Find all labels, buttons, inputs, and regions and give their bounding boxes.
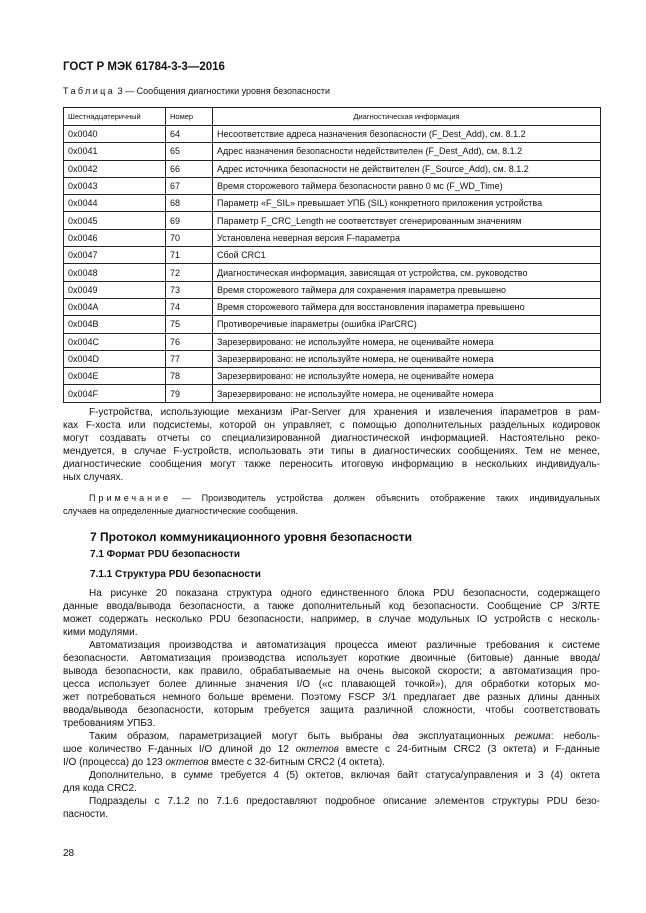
text-line: для кода CRC2.	[63, 783, 137, 794]
note-label: Примечание	[89, 493, 172, 503]
text-line: Таким образом, параметризацией могут быть выбраны два эксплуатационных режима: неболь-	[89, 731, 600, 742]
text-line: требованиям УПБ3.	[63, 718, 156, 729]
number-cell: 78	[166, 368, 213, 385]
info-cell: Параметр «F_SIL» превышает УПБ (SIL) конкретного приложения устройства	[213, 195, 601, 212]
hex-cell: 0x0049	[64, 281, 166, 298]
page-number: 28	[63, 848, 75, 859]
table-row	[64, 195, 601, 212]
paragraph	[63, 587, 600, 639]
hex-cell: 0x0043	[64, 177, 166, 194]
number-cell: 71	[166, 247, 213, 264]
number-cell: 74	[166, 298, 213, 315]
text-line: ввода/вывода безопасности, которым требуется защита различной сложности, чтобы соответствовать	[63, 705, 600, 716]
number-cell: 76	[166, 333, 213, 350]
table-row	[64, 385, 601, 402]
table-header-row	[64, 108, 601, 126]
info-cell: Параметр F_CRC_Length не соответствует сгенерированным значениям	[213, 212, 601, 229]
document-header: ГОСТ Р МЭК 61784-3-3—2016	[63, 61, 225, 73]
text-line: Дополнительно, в сумме требуется 4 (5) октетов, включая байт статуса/управления и 3 (4) октета	[89, 770, 600, 781]
hex-cell: 0x0045	[64, 212, 166, 229]
hex-cell: 0x0042	[64, 160, 166, 177]
info-cell: Время сторожевого таймера безопасности равно 0 мс (F_WD_Time)	[213, 177, 601, 194]
text-line: цесса использует более длинные значения I/O («с плавающей точкой»), для обработки которых мо-	[63, 679, 600, 690]
number-cell: 75	[166, 316, 213, 333]
info-cell: Противоречивые iпараметры (ошибка iParCRC)	[213, 316, 601, 333]
hex-cell: 0x0046	[64, 229, 166, 246]
text-line: На рисунке 20 показана структура одного единственного блока PDU безопасности, содержащего	[89, 588, 600, 599]
table-caption	[63, 86, 330, 96]
info-cell: Время сторожевого таймера для сохранения iпараметра превышено	[213, 281, 601, 298]
text-line: может содержать несколько PDU безопасности, например, в случае модульных IO устройств с несколь-	[63, 614, 600, 625]
text-line: Подразделы с 7.1.2 по 7.1.6 предоставляют подробное описание элементов структуры PDU безо-	[89, 796, 600, 807]
number-cell: 68	[166, 195, 213, 212]
text-line: Автоматизация производства и автоматизация процесса имеют различные требования к системе	[89, 640, 600, 651]
info-cell: Адрес назначения безопасности недействителен (F_Dest_Add), см. 8.1.2	[213, 143, 601, 160]
number-cell: 73	[166, 281, 213, 298]
text-line: мендуется, в случае F-устройств, использовать эти типы в диагностических сообщениях. Тем не менее,	[63, 446, 600, 457]
table-row	[64, 333, 601, 350]
table-row	[64, 160, 601, 177]
info-cell: Зарезервировано: не используйте номера, не оценивайте номера	[213, 350, 601, 367]
column-header-info: Диагностическая информация	[213, 108, 601, 126]
text-line: могут создавать отчеты со специализированной диагностической информацией. Настоятельно реко-	[63, 433, 600, 444]
info-cell: Адрес источника безопасности не действителен (F_Source_Add), см. 8.1.2	[213, 160, 601, 177]
table-row	[64, 350, 601, 367]
text-line: безопасности. Автоматизация производства использует короткие двоичные (битовые) данные ввода/	[63, 653, 600, 664]
table-row	[64, 143, 601, 160]
info-cell: Установлена неверная версия F-параметра	[213, 229, 601, 246]
number-cell: 79	[166, 385, 213, 402]
paragraph	[63, 639, 600, 730]
number-cell: 77	[166, 350, 213, 367]
number-cell: 69	[166, 212, 213, 229]
info-cell: Зарезервировано: не используйте номера, не оценивайте номера	[213, 385, 601, 402]
text-line: ках F-хоста или подсистемы, которой он управляет, с помощью дополнительных раздельных кодировок	[63, 420, 600, 431]
hex-cell: 0x004A	[64, 298, 166, 315]
number-cell: 65	[166, 143, 213, 160]
section-heading-7-1: 7.1 Формат PDU безопасности	[90, 549, 241, 560]
section-heading-7: 7 Протокол коммуникационного уровня безопасности	[90, 530, 413, 544]
table-row	[64, 316, 601, 333]
info-cell: Сбой CRC1	[213, 247, 601, 264]
text-line: диагностические сообщения могут также переносить итоговую информацию в нескольких индивидуаль-	[63, 459, 600, 470]
hex-cell: 0x004F	[64, 385, 166, 402]
text-line: жет потребоваться немного больше времени. Поэтому FSCP 3/1 предлагает две разных длины данных	[63, 692, 600, 703]
text-line: данные ввода/вывода безопасности, а также дополнительный код безопасности. Сообщение CP 3/RTE	[63, 601, 600, 612]
table-row	[64, 177, 601, 194]
table-row	[64, 126, 601, 143]
paragraph	[63, 730, 600, 769]
hex-cell: 0x0041	[64, 143, 166, 160]
info-cell: Несоответствие адреса назначения безопасности (F_Dest_Add), см. 8.1.2	[213, 126, 601, 143]
note-text-1: — Производитель устройства должен объяснить отображение таких индивидуальных	[171, 493, 600, 503]
hex-cell: 0x004D	[64, 350, 166, 367]
info-cell: Время сторожевого таймера для восстановления iпараметра превышено	[213, 298, 601, 315]
table-row	[64, 247, 601, 264]
paragraph	[63, 769, 600, 795]
info-cell: Зарезервировано: не используйте номера, не оценивайте номера	[213, 333, 601, 350]
number-cell: 64	[166, 126, 213, 143]
info-cell: Диагностическая информация, зависящая от устройства, см. руководство	[213, 264, 601, 281]
table-row	[64, 212, 601, 229]
text-line: I/O (процесса) до 123 октетов вместе с 32-битным CRC2 (4 октета).	[63, 757, 385, 768]
number-cell: 72	[166, 264, 213, 281]
text-line: F-устройства, использующие механизм iPar-Server для хранения и извлечения iпараметров в рам-	[89, 407, 600, 418]
number-cell: 66	[166, 160, 213, 177]
hex-cell: 0x004E	[64, 368, 166, 385]
caption-label: Таблица	[63, 86, 116, 96]
paragraph-iparserver	[63, 406, 600, 484]
hex-cell: 0x0048	[64, 264, 166, 281]
table-row	[64, 298, 601, 315]
section-body	[63, 587, 600, 821]
info-cell: Зарезервировано: не используйте номера, не оценивайте номера	[213, 368, 601, 385]
hex-cell: 0x0047	[64, 247, 166, 264]
note-text-2: случаев на определенные диагностические сообщения.	[63, 505, 298, 516]
table-row	[64, 368, 601, 385]
text-line: ных случаях.	[63, 472, 124, 483]
column-header-number: Номер	[166, 108, 213, 126]
hex-cell: 0x0040	[64, 126, 166, 143]
hex-cell: 0x0044	[64, 195, 166, 212]
table-row	[64, 281, 601, 298]
text-line: вывода безопасности, как правило, обрабатываемые на очень высокой скорости; а автоматизация про-	[63, 666, 600, 677]
text-line: пасности.	[63, 809, 109, 820]
hex-cell: 0x004C	[64, 333, 166, 350]
caption-title: 3 — Сообщения диагностики уровня безопасности	[115, 86, 331, 96]
number-cell: 70	[166, 229, 213, 246]
table-row	[64, 229, 601, 246]
number-cell: 67	[166, 177, 213, 194]
diagnostics-table	[63, 107, 601, 403]
section-heading-7-1-1: 7.1.1 Структура PDU безопасности	[90, 569, 261, 580]
hex-cell: 0x004B	[64, 316, 166, 333]
column-header-hex: Шестнадцатеричный	[64, 108, 166, 126]
table-row	[64, 264, 601, 281]
text-line: шое количество F-данных I/O длиной до 12 октетов вместе с 24-битным CRC2 (3 октета) и F-данные	[63, 744, 600, 755]
paragraph	[63, 795, 600, 821]
note	[63, 492, 600, 517]
text-line: кими модулями.	[63, 627, 138, 638]
